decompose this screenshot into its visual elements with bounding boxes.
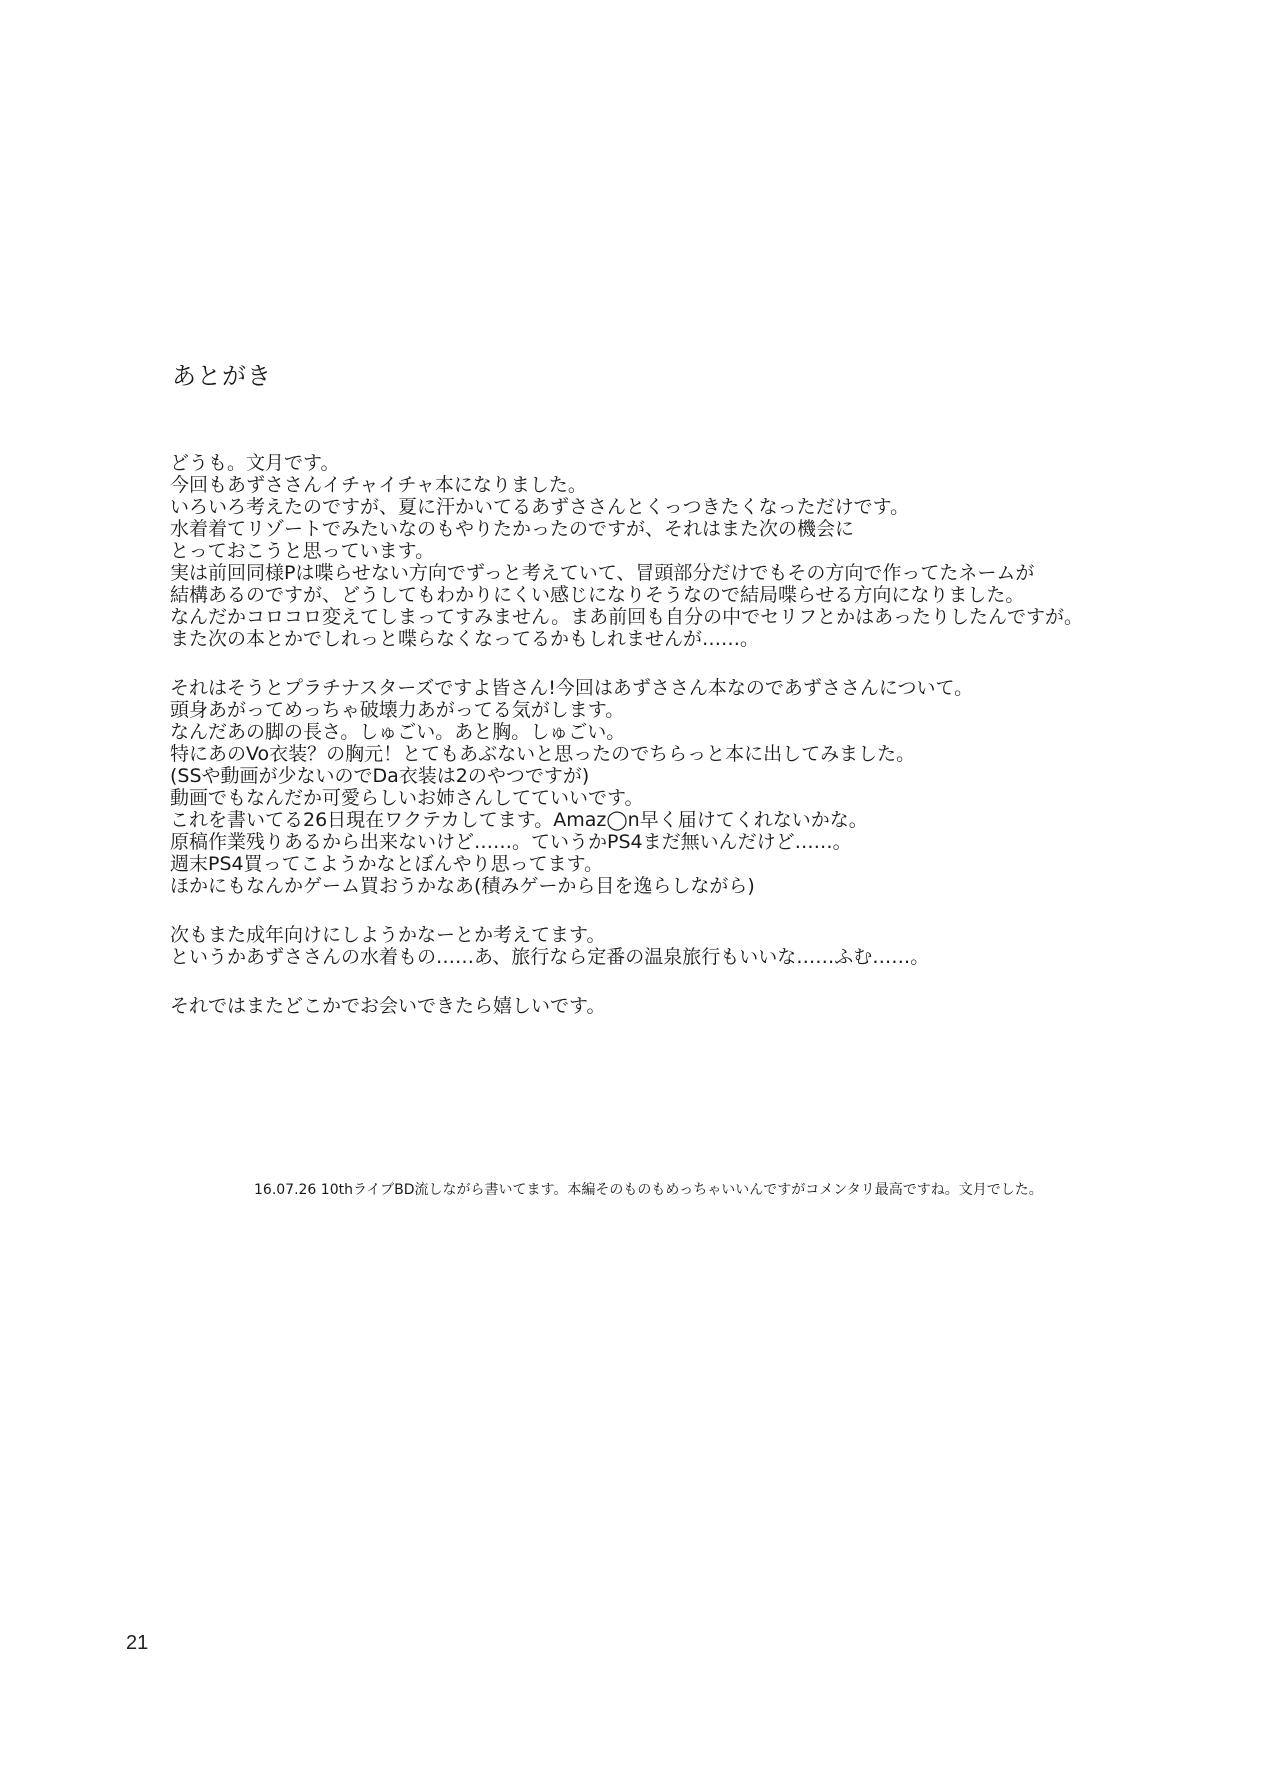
text-line: それはそうとプラチナスターズですよ皆さん!今回はあずささん本なのであずささんについて。 — [170, 677, 974, 699]
text-line: 結構あるのですが、どうしてもわかりにくい感じになりそうなので結局喋らせる方向になりました。 — [170, 584, 1025, 606]
text-line: 週末PS4買ってこようかなとぼんやり思ってます。 — [170, 853, 604, 875]
afterword-body — [170, 452, 1210, 1044]
date-footnote: 16.07.26 10thライブBD流しながら書いてます。本編そのものもめっちゃいいんですがコメンタリ最高ですね。文月でした。 — [254, 1182, 1043, 1198]
text-line: 実は前回同様Pは喋らせない方向でずっと考えていて、冒頭部分だけでもその方向で作ってたネームが — [170, 562, 1035, 584]
text-line: 次もまた成年向けにしようかなーとか考えてます。 — [170, 924, 606, 946]
text-line: 原稿作業残りあるから出来ないけど……。ていうかPS4まだ無いんだけど……。 — [170, 831, 852, 853]
afterword-title: あとがき — [172, 362, 272, 390]
text-line: 特にあのVo衣装？の胸元！とてもあぶないと思ったのでちらっと本に出してみました。 — [170, 743, 916, 765]
text-line: というかあずささんの水着もの……あ、旅行なら定番の温泉旅行もいいな……ふむ……。 — [170, 946, 930, 968]
paragraph-next-book — [170, 924, 1210, 968]
text-line: ほかにもなんかゲーム買おうかなあ(積みゲーから目を逸らしながら) — [170, 875, 755, 897]
text-line: (SSや動画が少ないのでDa衣装は2のやつですが) — [170, 765, 590, 787]
text-line: それではまたどこかでお会いできたら嬉しいです。 — [170, 995, 606, 1017]
paragraph-greeting — [170, 452, 1210, 650]
text-line: 今回もあずささんイチャイチャ本になりました。 — [170, 474, 587, 496]
text-line: とっておこうと思っています。 — [170, 540, 435, 562]
text-line: 動画でもなんだか可愛らしいお姉さんしてていいです。 — [170, 787, 644, 809]
text-line: どうも。文月です。 — [170, 452, 340, 474]
text-line: なんだかコロコロ変えてしまってすみません。まあ前回も自分の中でセリフとかはあったりしたんですが。 — [170, 606, 1083, 628]
text-line: いろいろ考えたのですが、夏に汗かいてるあずささんとくっつきたくなっただけです。 — [170, 496, 910, 518]
text-line: これを書いてる26日現在ワクテカしてます。Amaz◯n早く届けてくれないかな。 — [170, 809, 868, 831]
paragraph-platinum-stars — [170, 677, 1210, 897]
text-line: なんだあの脚の長さ。しゅごい。あと胸。しゅごい。 — [170, 721, 626, 743]
page-number: 21 — [126, 1632, 149, 1654]
text-line: 水着着てリゾートでみたいなのもやりたかったのですが、それはまた次の機会に — [170, 518, 855, 540]
text-line: また次の本とかでしれっと喋らなくなってるかもしれませんが……。 — [170, 628, 760, 650]
paragraph-closing — [170, 995, 1210, 1017]
text-line: 頭身あがってめっちゃ破壊力あがってる気がします。 — [170, 699, 625, 721]
